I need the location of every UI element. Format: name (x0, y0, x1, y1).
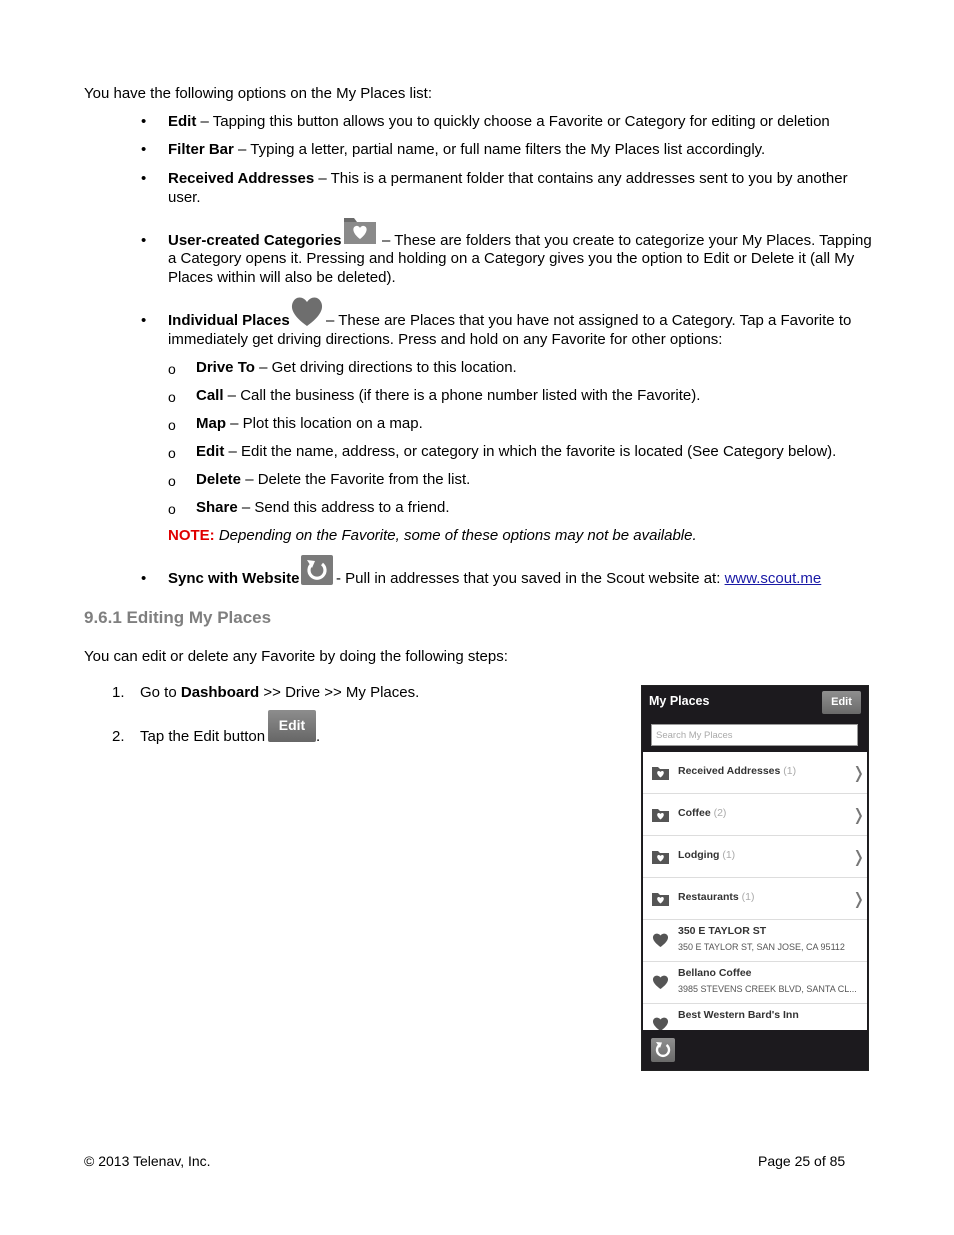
bullet-sync-term: Sync with Website (168, 570, 300, 587)
page-number: Page 25 of 85 (758, 1153, 846, 1169)
bullet-sync-text: - Pull in addresses that you saved in the Scout website at: www.scout.me (336, 570, 822, 587)
category-row[interactable] (643, 836, 867, 878)
folder-heart-icon (652, 892, 669, 906)
place-name: 350 E TAYLOR ST (678, 925, 767, 937)
heart-icon (290, 295, 324, 327)
phone-screenshot (641, 685, 869, 1071)
step-2: Tap the Edit button (140, 728, 266, 745)
scout-website-link[interactable]: www.scout.me (724, 570, 822, 587)
bullet-marker: • (141, 570, 147, 587)
place-address: 350 E TAYLOR ST, SAN JOSE, CA 95112 (678, 942, 845, 952)
circle-marker: o (168, 361, 176, 377)
bullet-categories-text: – These are folders that you create to categorize your My Places. Tapping (382, 232, 872, 249)
chevron-right-icon: ❭ (852, 891, 866, 908)
bullet-received-addresses-cont: user. (168, 189, 201, 206)
circle-marker: o (168, 389, 176, 405)
suboption-delete: Delete – Delete the Favorite from the list. (196, 471, 471, 488)
sync-icon (651, 1038, 675, 1062)
place-address: 3985 STEVENS CREEK BLVD, SANTA CL... (678, 984, 857, 994)
chevron-right-icon: ❭ (852, 765, 866, 782)
bullet-marker: • (141, 312, 147, 329)
bullet-individual-cont: immediately get driving directions. Press and hold on any Favorite for other options: (168, 331, 723, 348)
edit-button-image: Edit (268, 710, 316, 742)
phone-list (643, 752, 867, 1030)
suboption-map: Map – Plot this location on a map. (196, 415, 423, 432)
bullet-marker: • (141, 170, 147, 187)
suboption-share: Share – Send this address to a friend. (196, 499, 450, 516)
phone-footer (642, 1030, 868, 1070)
bullet-categories-cont1: a Category opens it. Pressing and holding on a Category gives you the option to Edit or Delete it (all My (168, 250, 855, 267)
folder-heart-icon (342, 214, 378, 246)
circle-marker: o (168, 417, 176, 433)
phone-sync-button[interactable] (651, 1038, 675, 1062)
chevron-right-icon: ❭ (852, 807, 866, 824)
phone-title: My Places (649, 694, 710, 708)
place-row[interactable] (643, 962, 867, 1004)
category-label: Received Addresses (1) (678, 765, 797, 777)
category-row[interactable] (643, 752, 867, 794)
bullet-categories-term: User-created Categories (168, 232, 342, 249)
heart-icon (652, 1016, 669, 1030)
place-name: Best Western Bard's Inn (678, 1009, 799, 1021)
intro-text: You have the following options on the My Places list: (84, 85, 432, 102)
category-row[interactable] (643, 878, 867, 920)
note: NOTE: Depending on the Favorite, some of these options may not be available. (168, 527, 697, 544)
place-name: Bellano Coffee (678, 967, 752, 979)
step-number: 2. (112, 728, 125, 745)
bullet-filter-bar: Filter Bar – Typing a letter, partial name, or full name filters the My Places list accordingly. (168, 141, 766, 158)
bullet-categories-cont2: Places within will also be deleted). (168, 269, 396, 286)
category-row[interactable] (643, 794, 867, 836)
section-intro: You can edit or delete any Favorite by doing the following steps: (84, 648, 508, 665)
place-row[interactable] (643, 1004, 867, 1030)
bullet-received-addresses: Received Addresses – This is a permanent folder that contains any addresses sent to you by another (168, 170, 848, 187)
bullet-edit: Edit – Tapping this button allows you to quickly choose a Favorite or Category for editing or deletion (168, 113, 830, 130)
phone-edit-button[interactable]: Edit (822, 691, 861, 714)
category-label: Lodging (1) (678, 849, 736, 861)
folder-heart-icon (652, 850, 669, 864)
folder-heart-icon (652, 808, 669, 822)
suboption-drive-to: Drive To – Get driving directions to this location. (196, 359, 517, 376)
sync-icon (301, 555, 333, 585)
heart-icon (652, 932, 669, 948)
circle-marker: o (168, 473, 176, 489)
step-number: 1. (112, 684, 125, 701)
category-label: Restaurants (1) (678, 891, 755, 903)
step-2-period: . (316, 728, 321, 745)
bullet-marker: • (141, 113, 147, 130)
circle-marker: o (168, 501, 176, 517)
circle-marker: o (168, 445, 176, 461)
step-1: Go to Dashboard >> Drive >> My Places. (140, 684, 420, 701)
place-row[interactable] (643, 920, 867, 962)
section-heading: 9.6.1 Editing My Places (84, 608, 272, 627)
heart-icon (652, 974, 669, 990)
suboption-call: Call – Call the business (if there is a phone number listed with the Favorite). (196, 387, 701, 404)
copyright: © 2013 Telenav, Inc. (84, 1153, 211, 1169)
bullet-individual-text: – These are Places that you have not assigned to a Category. Tap a Favorite to (326, 312, 852, 329)
folder-heart-icon (652, 766, 669, 780)
suboption-edit: Edit – Edit the name, address, or category in which the favorite is located (See Category below). (196, 443, 837, 460)
category-label: Coffee (2) (678, 807, 727, 819)
chevron-right-icon: ❭ (852, 849, 866, 866)
bullet-individual-term: Individual Places (168, 312, 290, 329)
bullet-marker: • (141, 141, 147, 158)
phone-search-input[interactable]: Search My Places (651, 724, 858, 746)
phone-header (642, 686, 868, 720)
bullet-marker: • (141, 232, 147, 249)
